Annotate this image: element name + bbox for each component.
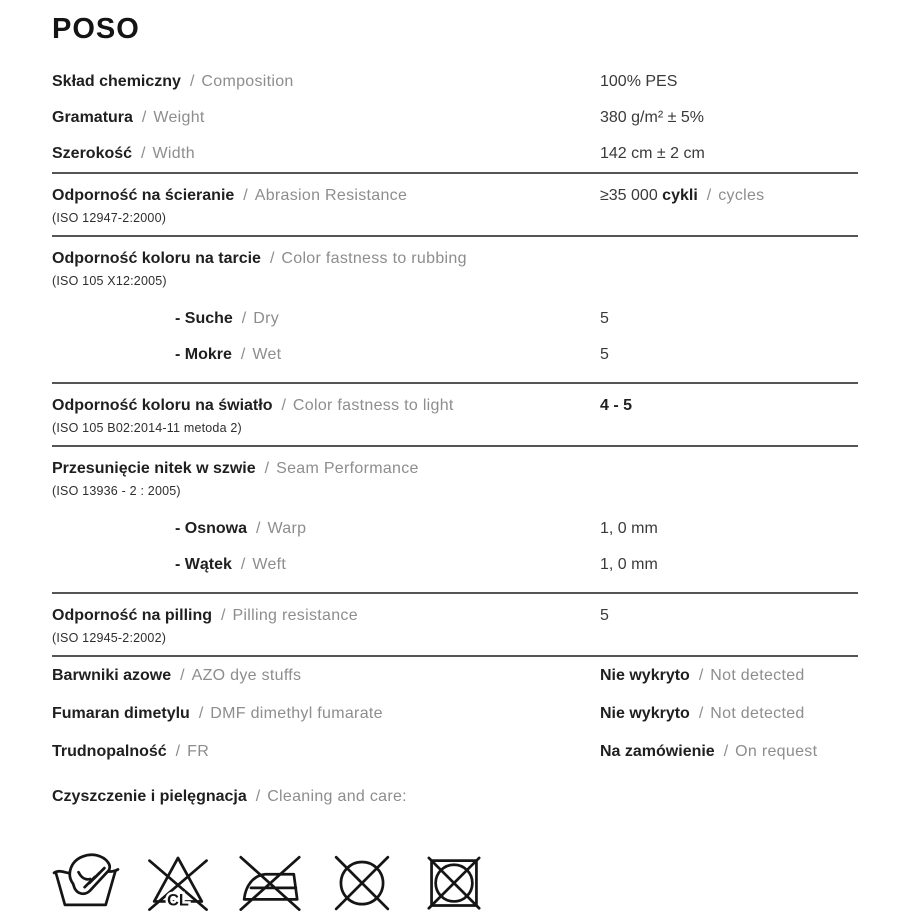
value: 5	[600, 310, 609, 327]
row-label	[52, 555, 600, 575]
slash-separator: /	[698, 667, 704, 684]
row-value	[600, 704, 858, 724]
care-heading	[52, 777, 858, 817]
label-en: Pilling resistance	[232, 607, 358, 624]
row-label	[52, 309, 600, 329]
spec-row-dmf	[52, 695, 858, 733]
slash-separator: /	[256, 520, 261, 537]
label-en: Weft	[252, 556, 287, 573]
care-symbols-row	[52, 847, 858, 911]
value: 142 cm ± 2 cm	[600, 145, 705, 162]
slash-separator: /	[240, 346, 246, 363]
slash-separator: /	[281, 397, 286, 414]
label-en: Wet	[252, 346, 282, 363]
spec-row-wet	[52, 337, 858, 373]
iso-standard: (ISO 12945-2:2002)	[52, 631, 167, 645]
value: 5	[600, 607, 609, 624]
label-en: AZO dye stuffs	[191, 667, 302, 684]
value: 1, 0 mm	[600, 520, 658, 537]
slash-separator: /	[180, 667, 185, 684]
slash-separator: /	[698, 705, 704, 722]
slash-separator: /	[255, 788, 261, 805]
row-value	[600, 108, 858, 128]
row-value	[600, 72, 858, 92]
row-value	[600, 144, 858, 164]
row-label	[52, 606, 600, 626]
slash-separator: /	[198, 705, 204, 722]
label-en: Abrasion Resistance	[254, 187, 408, 204]
section-color-fastness-light	[52, 384, 858, 445]
label-en: Seam Performance	[276, 460, 419, 477]
spec-row-azo	[52, 657, 858, 695]
label-pl: - Suche	[175, 310, 233, 327]
label-en: Dry	[253, 310, 280, 327]
row-value	[600, 519, 858, 539]
label-en: Color fastness to rubbing	[281, 250, 467, 267]
row-label	[52, 396, 600, 416]
value: Nie wykryto	[600, 667, 690, 684]
label-pl: Szerokość	[52, 145, 133, 162]
label-pl: Gramatura	[52, 109, 133, 126]
value-en: On request	[735, 743, 818, 760]
label-pl: Odporność koloru na światło	[52, 397, 273, 414]
spec-row-weft	[52, 547, 858, 583]
label-pl: - Osnowa	[175, 520, 248, 537]
slash-separator: /	[141, 145, 146, 162]
do-not-bleach-icon	[144, 847, 212, 911]
iso-standard: (ISO 105 B02:2014-11 metoda 2)	[52, 421, 242, 435]
slash-separator: /	[141, 109, 147, 126]
slash-separator: /	[175, 743, 181, 760]
row-label	[52, 186, 600, 206]
label-en: Color fastness to light	[292, 397, 454, 414]
value: 380 g/m² ± 5%	[600, 109, 704, 126]
label-pl: Odporność na ścieranie	[52, 187, 235, 204]
row-label	[52, 249, 600, 269]
value: ≥35 000	[600, 187, 658, 204]
row-value	[600, 666, 858, 686]
spec-row-width	[52, 136, 858, 172]
row-value	[600, 396, 858, 416]
section-abrasion-resistance	[52, 174, 858, 235]
do-not-iron-icon	[236, 847, 304, 911]
iso-standard: (ISO 13936 - 2 : 2005)	[52, 484, 181, 498]
do-not-dry-clean-icon	[328, 847, 396, 911]
section-pilling-resistance	[52, 594, 858, 655]
label-pl: Trudnopalność	[52, 743, 167, 760]
label-en: Cleaning and care:	[267, 788, 407, 805]
value: 5	[600, 346, 609, 363]
do-not-tumble-dry-icon	[420, 847, 488, 911]
hand-wash-icon	[52, 847, 120, 911]
label-pl: Odporność koloru na tarcie	[52, 250, 261, 267]
row-value	[600, 555, 858, 575]
slash-separator: /	[241, 310, 247, 327]
iso-standard: (ISO 105 X12:2005)	[52, 274, 167, 288]
row-label	[52, 704, 600, 724]
spec-row-fr	[52, 733, 858, 771]
basic-spec-rows	[52, 64, 858, 172]
slash-separator: /	[221, 607, 226, 624]
label-en: Width	[152, 145, 195, 162]
slash-separator: /	[264, 460, 270, 477]
row-value	[600, 186, 858, 206]
label-pl: Czyszczenie i pielęgnacja	[52, 788, 247, 805]
spec-row-composition	[52, 64, 858, 100]
value: Na zamówienie	[600, 743, 715, 760]
value-en: Not detected	[710, 705, 805, 722]
row-label	[52, 144, 600, 164]
bleach-cl-label: CL	[167, 891, 189, 910]
value-en: cycles	[718, 187, 765, 204]
row-label	[52, 666, 600, 686]
label-en: Composition	[201, 73, 294, 90]
label-en: DMF dimethyl fumarate	[210, 705, 383, 722]
row-label	[52, 742, 600, 762]
row-value	[600, 345, 858, 365]
value: 100% PES	[600, 73, 678, 90]
row-label	[52, 519, 600, 539]
spec-row-warp	[52, 511, 858, 547]
label-en: Warp	[267, 520, 307, 537]
section-seam-performance	[52, 447, 858, 592]
slash-separator: /	[243, 187, 248, 204]
value-en: Not detected	[710, 667, 805, 684]
value: 4 - 5	[600, 397, 633, 414]
label-pl: - Mokre	[175, 346, 232, 363]
label-en: FR	[187, 743, 210, 760]
slash-separator: /	[269, 250, 275, 267]
value: Nie wykryto	[600, 705, 690, 722]
section-color-fastness-rubbing	[52, 237, 858, 382]
label-pl: - Wątek	[175, 556, 232, 573]
row-label	[52, 345, 600, 365]
slash-separator: /	[723, 743, 729, 760]
iso-standard: (ISO 12947-2:2000)	[52, 211, 167, 225]
row-value	[600, 606, 858, 626]
label-pl: Przesunięcie nitek w szwie	[52, 460, 256, 477]
final-spec-rows	[52, 657, 858, 771]
row-value	[600, 742, 858, 762]
label-pl: Skład chemiczny	[52, 73, 181, 90]
row-value	[600, 309, 858, 329]
spec-row-weight	[52, 100, 858, 136]
label-pl: Odporność na pilling	[52, 607, 212, 624]
product-title: POSO	[52, 13, 140, 45]
row-label	[52, 72, 600, 92]
label-pl: Fumaran dimetylu	[52, 705, 190, 722]
row-label	[52, 108, 600, 128]
spec-row-dry	[52, 301, 858, 337]
value: 1, 0 mm	[600, 556, 658, 573]
value-unit: cykli	[662, 187, 698, 204]
label-pl: Barwniki azowe	[52, 667, 172, 684]
slash-separator: /	[240, 556, 246, 573]
row-label	[52, 459, 600, 479]
slash-separator: /	[189, 73, 195, 90]
label-en: Weight	[153, 109, 205, 126]
slash-separator: /	[706, 187, 712, 204]
